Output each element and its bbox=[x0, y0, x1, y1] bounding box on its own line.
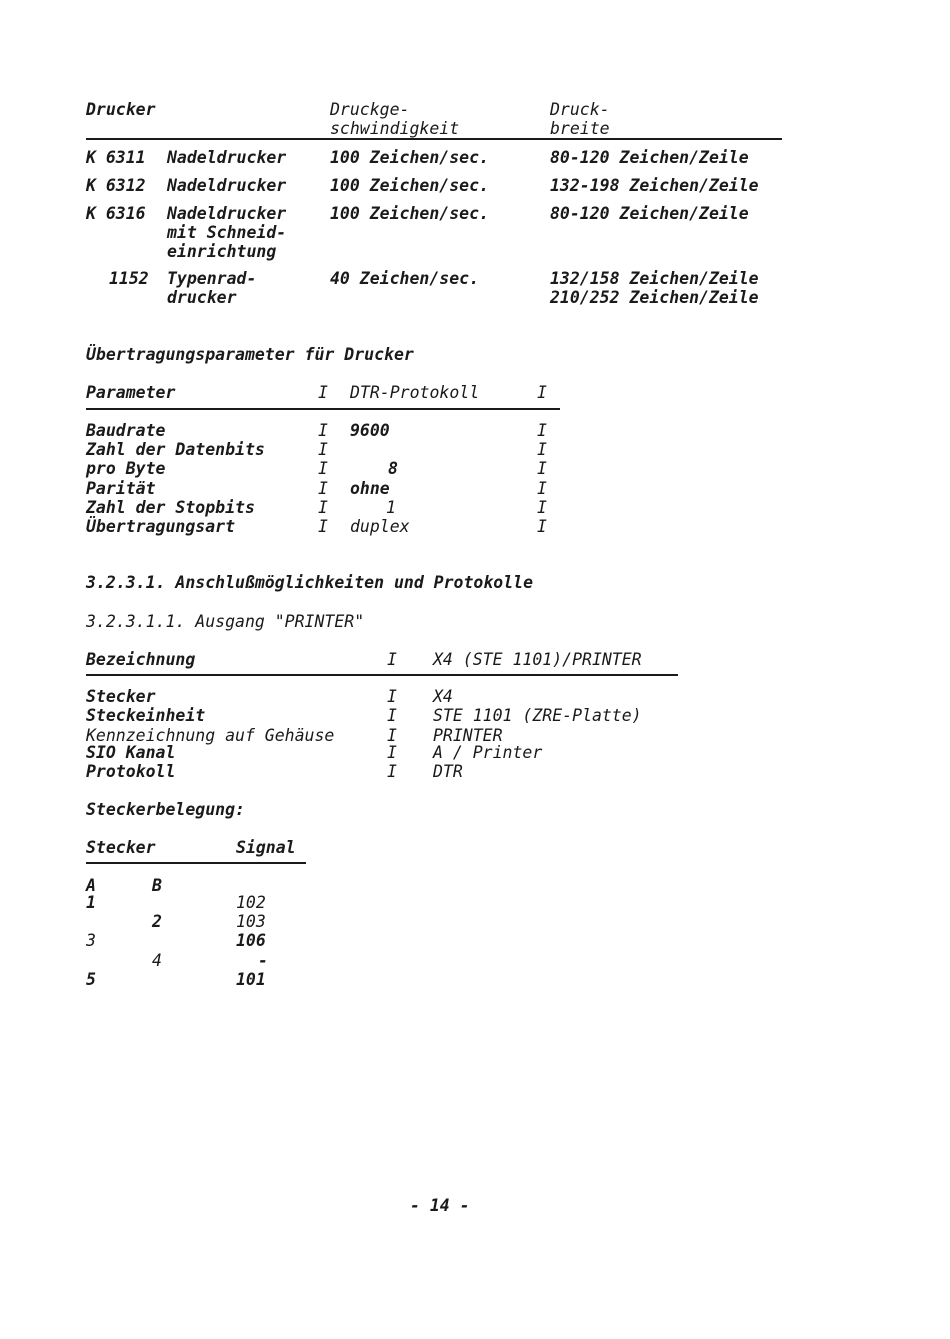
printer-speed: 40 Zeichen/sec. bbox=[330, 269, 480, 288]
pins-header-signal: Signal bbox=[236, 838, 296, 857]
interface-label: Protokoll bbox=[86, 762, 176, 781]
pins-heading: Steckerbelegung: bbox=[86, 800, 245, 819]
section-heading: 3.2.3.1. Anschlußmöglichkeiten und Protokolle bbox=[86, 573, 534, 592]
pin-signal: 101 bbox=[236, 970, 266, 989]
transfer-sep-end: I bbox=[537, 498, 547, 517]
page-number: - 14 - bbox=[410, 1196, 470, 1215]
printer-speed: 100 Zeichen/sec. bbox=[330, 204, 489, 223]
pin-a: 5 bbox=[86, 970, 96, 989]
transfer-value: 9600 bbox=[350, 421, 390, 440]
interface-value: PRINTER bbox=[433, 726, 503, 745]
transfer-sep-end: I bbox=[537, 440, 547, 459]
transfer-header-sep-end: I bbox=[537, 383, 547, 402]
printer-model: K 6311 bbox=[86, 148, 146, 167]
pin-b: 4 bbox=[152, 951, 162, 970]
transfer-sep: I bbox=[318, 517, 328, 536]
printer-width-line2: 210/252 Zeichen/Zeile bbox=[550, 288, 759, 307]
transfer-param: Zahl der Datenbits bbox=[86, 440, 265, 459]
printer-header-width-2: breite bbox=[550, 119, 610, 138]
printer-name-line2: mit Schneid- bbox=[167, 223, 287, 242]
interface-header-label: Bezeichnung bbox=[86, 650, 196, 669]
printer-speed: 100 Zeichen/sec. bbox=[330, 176, 489, 195]
printer-name: Typenrad- bbox=[167, 269, 257, 288]
transfer-param: pro Byte bbox=[86, 459, 166, 478]
transfer-sep-end: I bbox=[537, 479, 547, 498]
printer-model: 1152 bbox=[109, 269, 149, 288]
subsection-heading: 3.2.3.1.1. Ausgang "PRINTER" bbox=[86, 612, 365, 631]
printer-model: K 6312 bbox=[86, 176, 146, 195]
transfer-param: Zahl der Stopbits bbox=[86, 498, 255, 517]
pins-header-rule bbox=[86, 862, 306, 864]
transfer-sep: I bbox=[318, 421, 328, 440]
interface-sep: I bbox=[387, 762, 397, 781]
transfer-sep-end: I bbox=[537, 459, 547, 478]
printer-name: Nadeldrucker bbox=[167, 204, 287, 223]
transfer-header-rule bbox=[86, 408, 560, 410]
transfer-value: 1 bbox=[386, 498, 396, 517]
transfer-param: Parität bbox=[86, 479, 156, 498]
transfer-value: ohne bbox=[350, 479, 390, 498]
transfer-sep-end: I bbox=[537, 517, 547, 536]
printer-width: 80-120 Zeichen/Zeile bbox=[550, 204, 749, 223]
transfer-value: duplex bbox=[350, 517, 410, 536]
interface-header-sep: I bbox=[387, 650, 397, 669]
interface-label: SIO Kanal bbox=[86, 743, 176, 762]
transfer-sep: I bbox=[318, 440, 328, 459]
pin-signal: 106 bbox=[236, 931, 266, 950]
pin-signal: 102 bbox=[236, 893, 266, 912]
transfer-header-sep: I bbox=[318, 383, 328, 402]
interface-sep: I bbox=[387, 743, 397, 762]
pins-header-connector: Stecker bbox=[86, 838, 156, 857]
transfer-sep-end: I bbox=[537, 421, 547, 440]
transfer-sep: I bbox=[318, 479, 328, 498]
printer-header-width: Druck- bbox=[550, 100, 610, 119]
pin-b: B bbox=[152, 876, 162, 895]
printer-header-rule bbox=[86, 138, 782, 140]
interface-header-rule bbox=[86, 674, 678, 676]
pin-signal: - bbox=[258, 951, 268, 970]
printer-width: 80-120 Zeichen/Zeile bbox=[550, 148, 749, 167]
printer-header-speed-2: schwindigkeit bbox=[330, 119, 460, 138]
pin-signal: 103 bbox=[236, 912, 266, 931]
transfer-sep: I bbox=[318, 459, 328, 478]
interface-header-value: X4 (STE 1101)/PRINTER bbox=[433, 650, 642, 669]
printer-name-line3: einrichtung bbox=[167, 242, 277, 261]
interface-label: Steckeinheit bbox=[86, 706, 206, 725]
printer-name: Nadeldrucker bbox=[167, 148, 287, 167]
pin-b: 2 bbox=[152, 912, 162, 931]
transfer-param: Baudrate bbox=[86, 421, 166, 440]
pin-a: 1 bbox=[86, 893, 96, 912]
printer-width: 132/158 Zeichen/Zeile bbox=[550, 269, 759, 288]
interface-value: STE 1101 (ZRE-Platte) bbox=[433, 706, 642, 725]
printer-header-model: Drucker bbox=[86, 100, 156, 119]
interface-label: Kennzeichnung auf Gehäuse bbox=[86, 726, 335, 745]
transfer-sep: I bbox=[318, 498, 328, 517]
transfer-param: Übertragungsart bbox=[86, 517, 236, 536]
printer-speed: 100 Zeichen/sec. bbox=[330, 148, 489, 167]
transfer-header-value: DTR-Protokoll bbox=[350, 383, 480, 402]
printer-width: 132-198 Zeichen/Zeile bbox=[550, 176, 759, 195]
interface-value: DTR bbox=[433, 762, 463, 781]
interface-sep: I bbox=[387, 687, 397, 706]
printer-header-speed: Druckge- bbox=[330, 100, 410, 119]
interface-sep: I bbox=[387, 726, 397, 745]
pin-a: 3 bbox=[86, 931, 96, 950]
interface-label: Stecker bbox=[86, 687, 156, 706]
interface-sep: I bbox=[387, 706, 397, 725]
transfer-heading: Übertragungsparameter für Drucker bbox=[86, 345, 414, 364]
pin-a: A bbox=[86, 876, 96, 895]
printer-name-line2: drucker bbox=[167, 288, 237, 307]
transfer-header-param: Parameter bbox=[86, 383, 176, 402]
printer-model: K 6316 bbox=[86, 204, 146, 223]
transfer-value: 8 bbox=[388, 459, 398, 478]
interface-value: X4 bbox=[433, 687, 453, 706]
interface-value: A / Printer bbox=[433, 743, 543, 762]
printer-name: Nadeldrucker bbox=[167, 176, 287, 195]
